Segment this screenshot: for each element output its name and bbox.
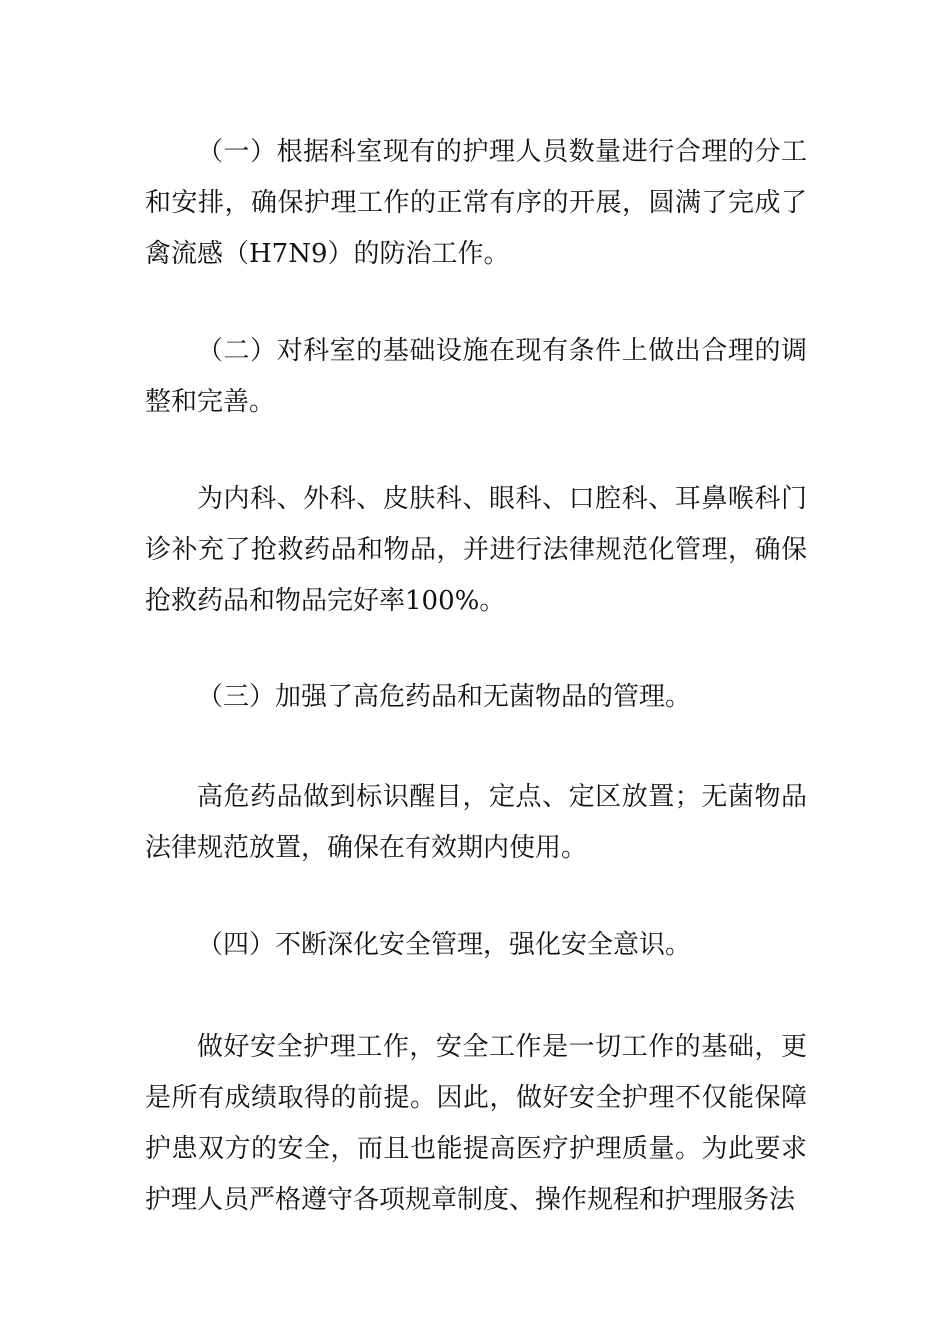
paragraph-safety-heading: （四）不断深化安全管理，强化安全意识。 <box>197 930 692 960</box>
paragraph-staffing: （一）根据科室现有的护理人员数量进行合理的分工和安排，确保护理工作的正常有序的开展，圆满了完成了禽流感（H7N9）的防治工作。 <box>145 137 807 269</box>
paragraph-high-risk-heading: （三）加强了高危药品和无菌物品的管理。 <box>197 682 692 712</box>
paragraph-emergency-supplies: 为内科、外科、皮肤科、眼科、口腔科、耳鼻喉科门诊补充了抢救药品和物品，并进行法律规范化管理，确保抢救药品和物品完好率100%。 <box>145 484 807 616</box>
paragraph-safety-detail: 做好安全护理工作，安全工作是一切工作的基础，更是所有成绩取得的前提。因此，做好安全护理不仅能保障护患双方的安全，而且也能提高医疗护理质量。为此要求护理人员严格遵守各项规章制度、操作规程和护理服务法 <box>145 1032 807 1215</box>
paragraph-facilities-heading: （二）对科室的基础设施在现有条件上做出合理的调整和完善。 <box>145 336 807 417</box>
paragraph-high-risk-detail: 高危药品做到标识醒目，定点、定区放置；无菌物品法律规范放置，确保在有效期内使用。 <box>145 782 807 863</box>
